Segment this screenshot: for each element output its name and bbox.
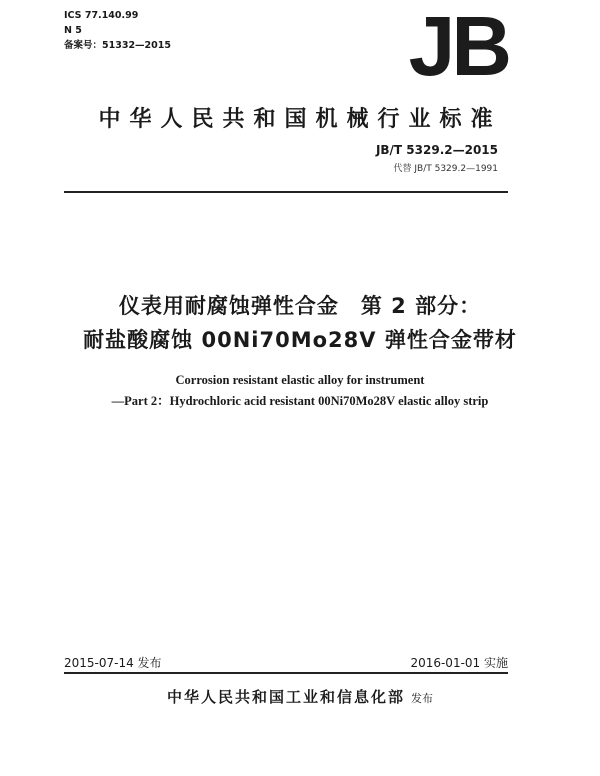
title-en-line1: Corrosion resistant elastic alloy for instrument xyxy=(175,373,425,387)
ics-code: ICS 77.140.99 xyxy=(64,10,139,21)
implementation-date: 2016-01-01 实施 xyxy=(410,656,508,670)
standard-category-title: 中华人民共和国机械行业标准 xyxy=(98,107,502,132)
top-divider xyxy=(64,191,508,193)
issuer xyxy=(0,686,600,707)
title-cn-line1: 仪表用耐腐蚀弹性合金 第 2 部分： xyxy=(118,294,482,318)
issue-date: 2015-07-14 发布 xyxy=(64,656,162,670)
filing-number: 备案号：51332—2015 xyxy=(64,40,171,51)
issuer-suffix: 发布 xyxy=(411,692,433,705)
bottom-divider xyxy=(64,672,508,674)
jb-logo: JB xyxy=(408,0,508,93)
classification-code: N 5 xyxy=(64,25,82,36)
issuer-name: 中华人民共和国工业和信息化部 xyxy=(166,688,405,706)
replaces-standard: 代替 JB/T 5329.2—1991 xyxy=(393,164,498,174)
standard-number: JB/T 5329.2—2015 xyxy=(375,143,498,157)
title-en-line2: —Part 2：Hydrochloric acid resistant 00Ni70Mo28V elastic alloy strip xyxy=(111,394,489,408)
title-cn-line2: 耐盐酸腐蚀 00Ni70Mo28V 弹性合金带材 xyxy=(83,328,517,352)
